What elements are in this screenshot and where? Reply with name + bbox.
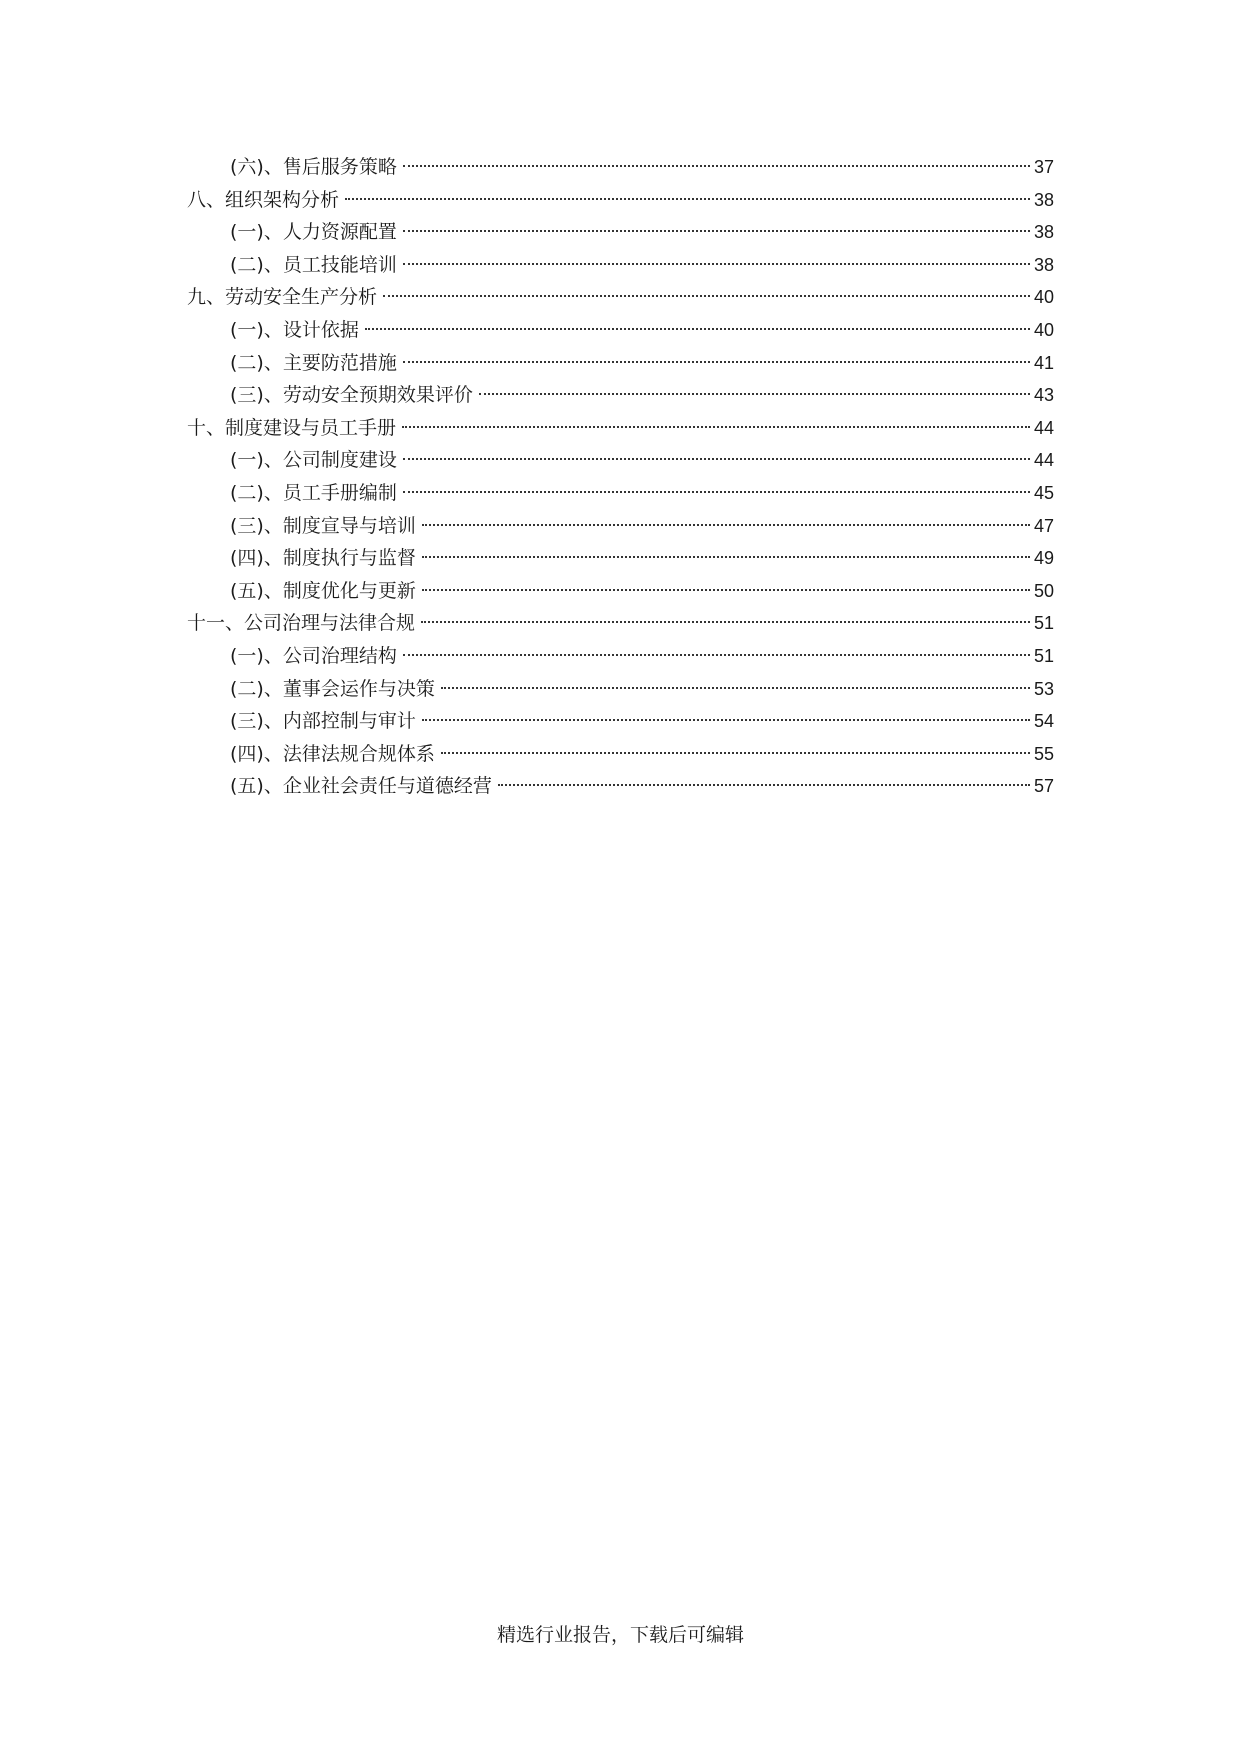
toc-page-number: 40 xyxy=(1033,287,1054,308)
toc-dot-leader xyxy=(403,458,1030,460)
toc-section-entry[interactable] xyxy=(187,770,1054,803)
toc-page-number: 44 xyxy=(1033,417,1054,438)
toc-chapter-entry[interactable] xyxy=(187,412,1054,445)
toc-section-entry[interactable] xyxy=(187,216,1054,249)
toc-page-number: 54 xyxy=(1033,711,1054,732)
toc-entry-title: 十、制度建设与员工手册 xyxy=(187,416,397,439)
toc-dot-leader xyxy=(498,784,1030,786)
toc-entry-title: (二)、董事会运作与决策 xyxy=(230,677,435,700)
toc-section-entry[interactable] xyxy=(187,249,1054,282)
toc-dot-leader xyxy=(403,361,1030,363)
toc-entry-title: (一)、设计依据 xyxy=(230,318,359,341)
toc-page-number: 50 xyxy=(1033,580,1054,601)
toc-dot-leader xyxy=(403,491,1030,493)
toc-entry-title: (一)、公司治理结构 xyxy=(230,644,397,667)
toc-page-number: 37 xyxy=(1033,157,1054,177)
toc-page-number: 47 xyxy=(1033,515,1054,536)
toc-dot-leader xyxy=(422,556,1030,558)
toc-page-number: 43 xyxy=(1033,385,1054,406)
toc-entry-title: 八、组织架构分析 xyxy=(187,188,340,211)
toc-section-entry[interactable] xyxy=(187,510,1054,543)
toc-entry-title: (五)、企业社会责任与道德经营 xyxy=(230,775,492,798)
toc-section-entry[interactable] xyxy=(187,542,1054,575)
toc-page-number: 38 xyxy=(1033,222,1054,243)
toc-section-entry[interactable] xyxy=(187,444,1054,477)
toc-dot-leader xyxy=(402,426,1030,428)
table-of-contents xyxy=(187,151,1054,803)
toc-dot-leader xyxy=(441,752,1030,754)
toc-chapter-entry[interactable] xyxy=(187,281,1054,314)
toc-page-number: 38 xyxy=(1033,254,1054,275)
toc-page-number: 51 xyxy=(1033,613,1054,634)
toc-dot-leader xyxy=(422,719,1030,721)
toc-section-entry[interactable] xyxy=(187,673,1054,706)
toc-dot-leader xyxy=(441,687,1030,689)
toc-dot-leader xyxy=(422,589,1030,591)
toc-page-number: 40 xyxy=(1033,319,1054,340)
toc-page-number: 41 xyxy=(1033,352,1054,373)
toc-page-number: 51 xyxy=(1033,645,1054,666)
toc-section-entry[interactable] xyxy=(187,640,1054,673)
toc-section-entry[interactable] xyxy=(187,705,1054,738)
toc-page-number: 45 xyxy=(1033,482,1054,503)
toc-dot-leader xyxy=(403,230,1030,232)
toc-dot-leader xyxy=(422,524,1030,526)
toc-section-entry[interactable] xyxy=(187,347,1054,380)
toc-entry-title: (一)、人力资源配置 xyxy=(230,221,397,244)
toc-section-entry[interactable] xyxy=(187,379,1054,412)
toc-entry-title: (六)、售后服务策略 xyxy=(230,156,397,178)
toc-entry-title: (三)、内部控制与审计 xyxy=(230,710,416,733)
toc-chapter-entry[interactable] xyxy=(187,184,1054,217)
toc-entry-title: (三)、劳动安全预期效果评价 xyxy=(230,384,473,407)
toc-entry-title: (三)、制度宣导与培训 xyxy=(230,514,416,537)
toc-entry-title: (四)、法律法规合规体系 xyxy=(230,742,435,765)
toc-entry-title: (二)、员工手册编制 xyxy=(230,481,397,504)
toc-chapter-entry[interactable] xyxy=(187,607,1054,640)
page-footer: 精选行业报告，下载后可编辑 xyxy=(496,1624,744,1646)
toc-entry-title: 十一、公司治理与法律合规 xyxy=(187,612,416,635)
toc-dot-leader xyxy=(421,621,1030,623)
toc-entry-title: 九、劳动安全生产分析 xyxy=(187,286,378,309)
toc-section-entry[interactable] xyxy=(187,151,1054,184)
toc-dot-leader xyxy=(383,295,1030,297)
toc-dot-leader xyxy=(403,263,1030,265)
toc-dot-leader xyxy=(403,165,1030,167)
toc-page-number: 57 xyxy=(1033,776,1054,797)
toc-entry-title: (四)、制度执行与监督 xyxy=(230,547,416,570)
toc-entry-title: (一)、公司制度建设 xyxy=(230,449,397,472)
toc-dot-leader xyxy=(403,654,1030,656)
toc-dot-leader xyxy=(345,198,1030,200)
toc-section-entry[interactable] xyxy=(187,477,1054,510)
toc-entry-title: (二)、主要防范措施 xyxy=(230,351,397,374)
toc-dot-leader xyxy=(479,393,1030,395)
toc-entry-title: (五)、制度优化与更新 xyxy=(230,579,416,602)
toc-page-number: 55 xyxy=(1033,743,1054,764)
toc-dot-leader xyxy=(365,328,1030,330)
toc-page-number: 49 xyxy=(1033,548,1054,569)
toc-section-entry[interactable] xyxy=(187,738,1054,771)
toc-page-number: 44 xyxy=(1033,450,1054,471)
toc-page-number: 53 xyxy=(1033,678,1054,699)
toc-entry-title: (二)、员工技能培训 xyxy=(230,253,397,276)
toc-page-number: 38 xyxy=(1033,189,1054,210)
toc-section-entry[interactable] xyxy=(187,575,1054,608)
toc-section-entry[interactable] xyxy=(187,314,1054,347)
